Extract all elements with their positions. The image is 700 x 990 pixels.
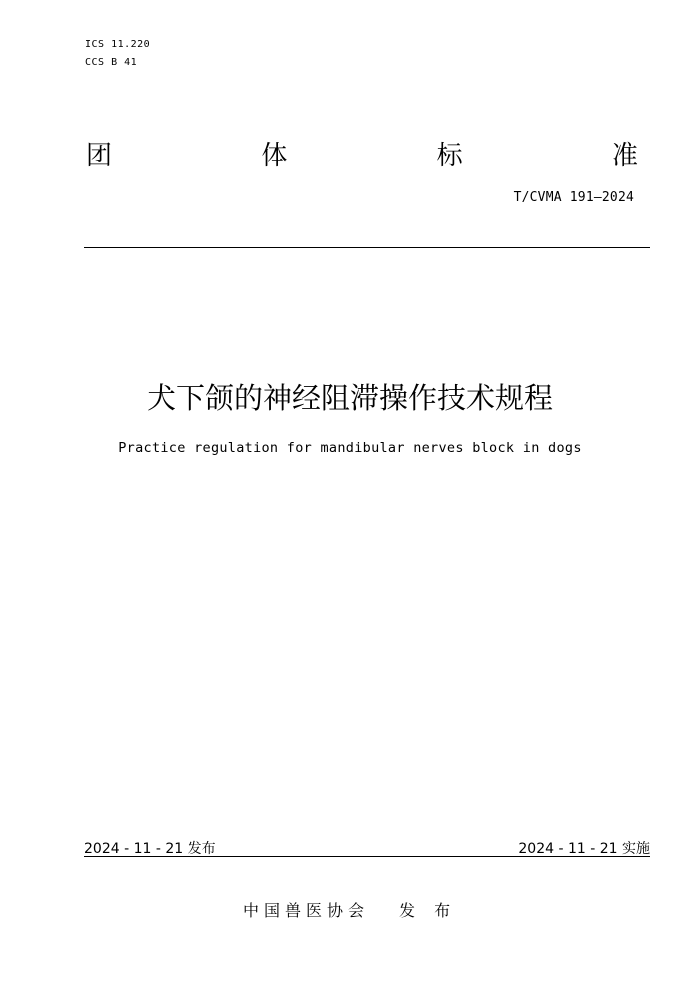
classification-codes	[85, 36, 150, 72]
ics-code: ICS 11.220	[85, 39, 151, 50]
ccs-code: CCS B 41	[85, 57, 138, 68]
date-row	[84, 838, 650, 858]
header-divider	[84, 247, 650, 248]
standard-number: T/CVMA 191—2024	[513, 190, 634, 205]
standard-type-char: 团	[86, 141, 113, 171]
title-english: Practice regulation for mandibular nerves block in dogs	[118, 440, 582, 456]
standard-type-heading	[86, 136, 638, 176]
publisher-name: 中国兽医协会	[243, 901, 370, 920]
publisher-line	[243, 898, 457, 924]
standard-type-char: 准	[611, 141, 638, 171]
standard-type-char: 标	[436, 141, 463, 171]
footer-divider	[84, 856, 650, 857]
issue-date: 2024 - 11 - 21 发布	[84, 841, 216, 857]
title-chinese: 犬下颌的神经阻滞操作技术规程	[146, 381, 553, 415]
implementation-date: 2024 - 11 - 21 实施	[518, 841, 650, 857]
standard-type-char: 体	[261, 141, 288, 171]
publish-label: 发 布	[399, 901, 458, 920]
